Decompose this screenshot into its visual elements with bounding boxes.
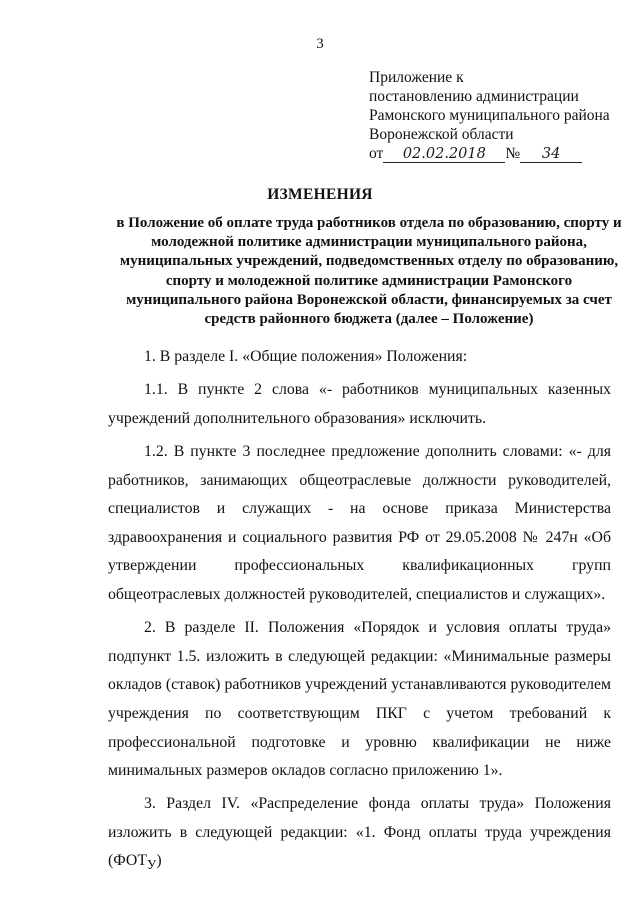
paragraph-3-text: 3. Раздел IV. «Распределение фонда оплаты труда» Положения изложить в следующей редакции: «1. Фонд оплаты труда учреждения (ФОТ [108,795,611,870]
fot-subscript: У [147,857,157,873]
handwritten-date: 02.02.2018 [383,146,505,163]
appendix-date-row [369,144,629,163]
appendix-line-3: Рамонского муниципального района [369,107,610,124]
appendix-line-4: Воронежской области [369,126,514,143]
date-prefix: от [369,145,384,162]
paragraph-1: 1. В разделе I. «Общие положения» Положения: [144,348,468,365]
paragraph-1-1: 1.1. В пункте 2 слова «- работников муниципальных казенных учреждений дополнительного образования» исключить. [108,381,611,427]
number-prefix: № [505,145,521,162]
document-subtitle: в Положение об оплате труда работников отдела по образованию, спорту и молодежной политике администрации муниципального района, муниципальных учреждений, подведомственных отделу по образованию, спорту и молодежной политике администрации Рамонского муниципального района Воронежской области, финансируемых за счет средств районного бюджета (далее – Положение) [116,215,622,328]
paragraph-3 [108,790,611,880]
document-body [108,343,611,885]
paragraph-3-tail: ) [156,852,162,870]
appendix-line-2: постановлению администрации [369,88,579,105]
appendix-header [369,68,629,163]
appendix-line-1: Приложение к [369,69,464,86]
document-title: ИЗМЕНЕНИЯ [267,186,373,203]
page-number: 3 [316,36,324,52]
paragraph-2: 2. В разделе II. Положения «Порядок и условия оплаты труда» подпункт 1.5. изложить в следующей редакции: «Минимальные размеры окладов (ставок) работников учреждений устанавливаются руководителем учреждения по соответствующим ПКГ с учетом требований к профессиональной подготовке и уровню квалификации не ниже минимальных размеров окладов согласно приложению 1». [108,619,611,780]
paragraph-1-2: 1.2. В пункте 3 последнее предложение дополнить словами: «- для работников, занимающих общеотраслевые должности руководителей, специалистов и служащих - на основе приказа Министерства здравоохранения и социального развития РФ от 29.05.2008 № 247н «Об утверждении профессиональных квалификационных групп общеотраслевых должностей руководителей, специалистов и служащих». [108,442,611,603]
handwritten-number: 34 [520,146,582,163]
